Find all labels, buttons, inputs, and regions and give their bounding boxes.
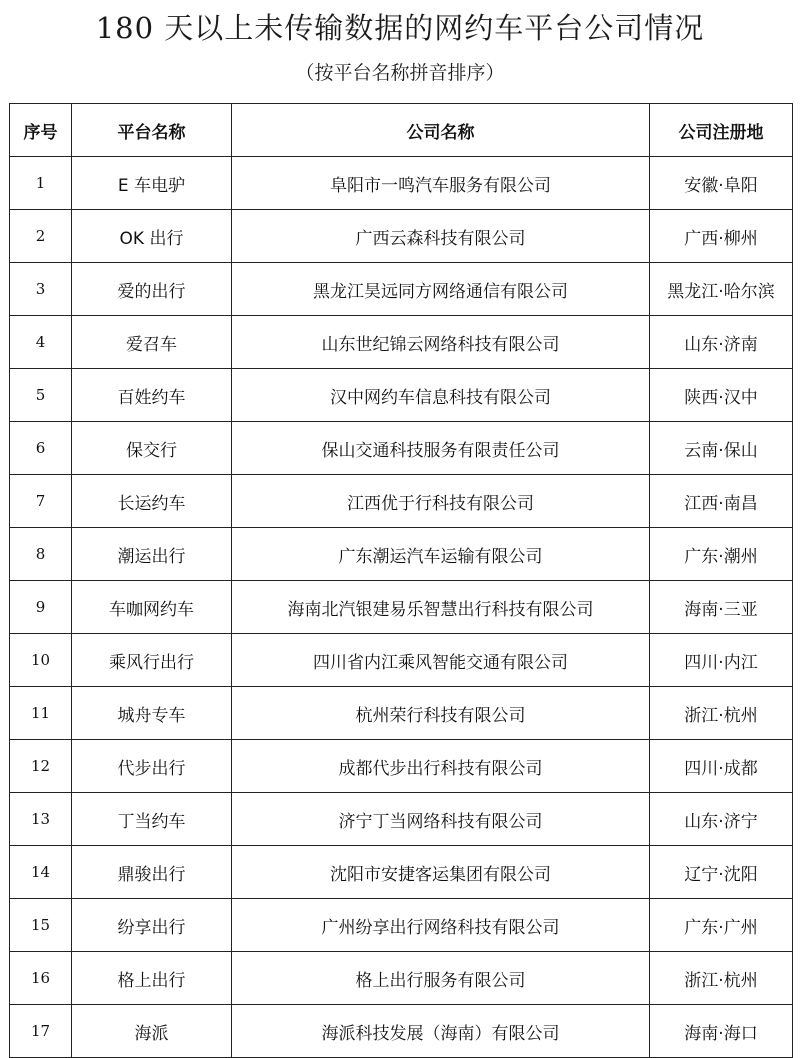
registration-place: 海南·海口	[650, 1005, 793, 1058]
platform-name: 潮运出行	[72, 528, 232, 581]
row-index: 10	[10, 634, 72, 687]
header-registration-place: 公司注册地	[650, 104, 793, 157]
platform-name: 爱的出行	[72, 263, 232, 316]
platform-name: 丁当约车	[72, 793, 232, 846]
company-name: 杭州荣行科技有限公司	[232, 687, 650, 740]
company-name: 济宁丁当网络科技有限公司	[232, 793, 650, 846]
platform-name: 保交行	[72, 422, 232, 475]
registration-place: 辽宁·沈阳	[650, 846, 793, 899]
platform-name: 爱召车	[72, 316, 232, 369]
table-row	[10, 899, 793, 952]
registration-place: 江西·南昌	[650, 475, 793, 528]
platform-name: 代步出行	[72, 740, 232, 793]
registration-place: 四川·内江	[650, 634, 793, 687]
registration-place: 浙江·杭州	[650, 952, 793, 1005]
platform-name: 纷享出行	[72, 899, 232, 952]
row-index: 2	[10, 210, 72, 263]
table-row	[10, 793, 793, 846]
company-name: 四川省内江乘风智能交通有限公司	[232, 634, 650, 687]
company-name: 汉中网约车信息科技有限公司	[232, 369, 650, 422]
company-name: 江西优于行科技有限公司	[232, 475, 650, 528]
registration-place: 广东·潮州	[650, 528, 793, 581]
platform-name: 百姓约车	[72, 369, 232, 422]
platform-name: 长运约车	[72, 475, 232, 528]
header-platform-name: 平台名称	[72, 104, 232, 157]
platform-name: OK 出行	[72, 210, 232, 263]
table-row	[10, 1005, 793, 1058]
row-index: 6	[10, 422, 72, 475]
table-row	[10, 157, 793, 210]
table-row	[10, 846, 793, 899]
table-row	[10, 422, 793, 475]
company-name: 阜阳市一鸣汽车服务有限公司	[232, 157, 650, 210]
row-index: 17	[10, 1005, 72, 1058]
row-index: 1	[10, 157, 72, 210]
company-name: 格上出行服务有限公司	[232, 952, 650, 1005]
company-name: 山东世纪锦云网络科技有限公司	[232, 316, 650, 369]
table-body	[10, 157, 793, 1058]
table-row	[10, 263, 793, 316]
table-header-row	[10, 104, 793, 157]
row-index: 3	[10, 263, 72, 316]
table-row	[10, 210, 793, 263]
table-row	[10, 369, 793, 422]
registration-place: 陕西·汉中	[650, 369, 793, 422]
platform-name: 格上出行	[72, 952, 232, 1005]
row-index: 8	[10, 528, 72, 581]
table-row	[10, 687, 793, 740]
row-index: 12	[10, 740, 72, 793]
registration-place: 黑龙江·哈尔滨	[650, 263, 793, 316]
row-index: 9	[10, 581, 72, 634]
row-index: 13	[10, 793, 72, 846]
table-row	[10, 475, 793, 528]
company-name: 沈阳市安捷客运集团有限公司	[232, 846, 650, 899]
document-title: 180 天以上未传输数据的网约车平台公司情况	[95, 11, 705, 45]
platform-name: 鼎骏出行	[72, 846, 232, 899]
platform-name: 车咖网约车	[72, 581, 232, 634]
company-name: 海派科技发展（海南）有限公司	[232, 1005, 650, 1058]
registration-place: 云南·保山	[650, 422, 793, 475]
registration-place: 山东·济南	[650, 316, 793, 369]
header-index: 序号	[10, 104, 72, 157]
company-name: 成都代步出行科技有限公司	[232, 740, 650, 793]
row-index: 16	[10, 952, 72, 1005]
registration-place: 山东·济宁	[650, 793, 793, 846]
row-index: 15	[10, 899, 72, 952]
registration-place: 浙江·杭州	[650, 687, 793, 740]
table-row	[10, 634, 793, 687]
company-name: 广西云森科技有限公司	[232, 210, 650, 263]
registration-place: 广西·柳州	[650, 210, 793, 263]
registration-place: 广东·广州	[650, 899, 793, 952]
company-name: 广州纷享出行网络科技有限公司	[232, 899, 650, 952]
table-row	[10, 581, 793, 634]
company-name: 黑龙江昊远同方网络通信有限公司	[232, 263, 650, 316]
table-row	[10, 316, 793, 369]
table-row	[10, 528, 793, 581]
row-index: 7	[10, 475, 72, 528]
company-name: 广东潮运汽车运输有限公司	[232, 528, 650, 581]
row-index: 5	[10, 369, 72, 422]
company-name: 海南北汽银建易乐智慧出行科技有限公司	[232, 581, 650, 634]
row-index: 4	[10, 316, 72, 369]
platform-name: 乘风行出行	[72, 634, 232, 687]
table-row	[10, 740, 793, 793]
platform-name: 海派	[72, 1005, 232, 1058]
table-row	[10, 952, 793, 1005]
registration-place: 四川·成都	[650, 740, 793, 793]
registration-place: 海南·三亚	[650, 581, 793, 634]
platform-table	[9, 103, 793, 1058]
platform-name: E 车电驴	[72, 157, 232, 210]
company-name: 保山交通科技服务有限责任公司	[232, 422, 650, 475]
row-index: 14	[10, 846, 72, 899]
document-subtitle: （按平台名称拼音排序）	[295, 62, 505, 84]
row-index: 11	[10, 687, 72, 740]
header-company-name: 公司名称	[232, 104, 650, 157]
registration-place: 安徽·阜阳	[650, 157, 793, 210]
platform-name: 城舟专车	[72, 687, 232, 740]
